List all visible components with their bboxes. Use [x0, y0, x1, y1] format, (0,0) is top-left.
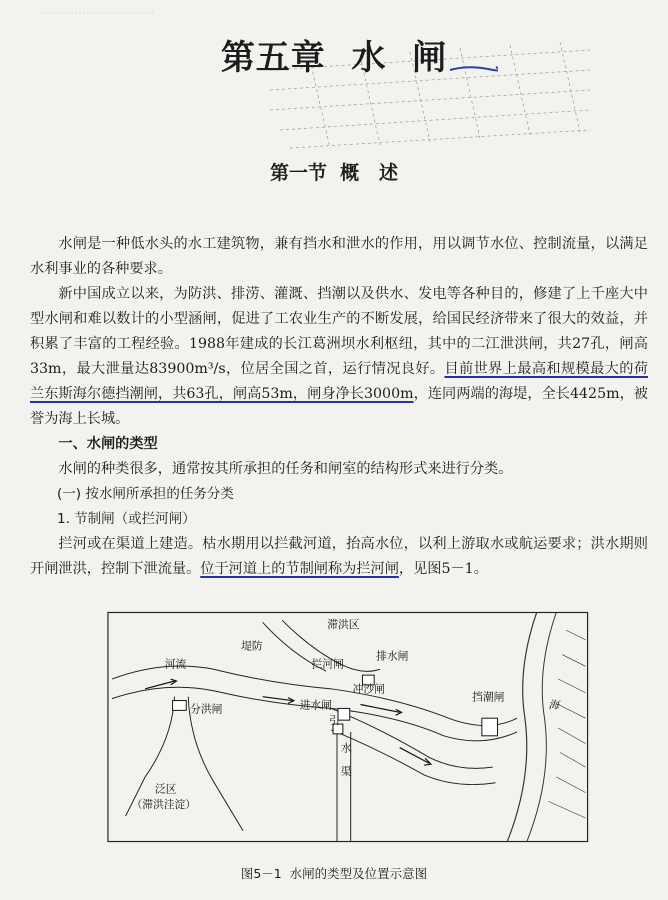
- figure-sluice-location-diagram: [106, 608, 660, 846]
- chapter-title: [0, 30, 668, 79]
- diversion-sluice-symbol: [173, 701, 187, 711]
- underlined-oosterschelde: 目前世界上最高和规模最大的荷兰东斯海尔德挡潮闸，共63孔，闸高53m，闸身净长3000m: [30, 361, 648, 402]
- label-tide-gate: 挡潮闸: [472, 690, 505, 704]
- label-canal-1: 引: [329, 714, 340, 728]
- pen-underline-mark: [448, 62, 498, 76]
- section-title-text: 第一节 概 述: [269, 162, 399, 184]
- heading-sluice-types: 一、水闸的类型: [58, 436, 158, 452]
- tide-gate-symbol: [482, 718, 498, 736]
- sea-area: [507, 612, 585, 841]
- figure-caption: [0, 864, 668, 882]
- flow-arrows: [145, 679, 431, 765]
- body-text: [30, 232, 648, 582]
- paragraph-history: [30, 282, 648, 432]
- section-title: [0, 158, 668, 185]
- label-canal-3: 渠: [340, 764, 352, 778]
- paragraph-regulating: [30, 532, 648, 582]
- label-intake-sluice: 进水闸: [299, 698, 333, 712]
- subheading-by-task: (一) 按水闸所承担的任务分类: [57, 486, 234, 502]
- paragraph-definition: 水闸是一种低水头的水工建筑物，兼有挡水和泄水的作用，用以调节水位、控制流量，以满足水利事业的各种要求。: [30, 236, 648, 277]
- label-barrage: 拦河闸: [311, 657, 344, 671]
- paragraph-regulating-text: 拦河或在渠道上建造。枯水期用以拦截河道，抬高水位，以利上游取水或航运要求；洪水期则开闸泄洪，控制下泄流量。: [30, 536, 648, 577]
- label-diversion-sluice: 分洪闸: [190, 702, 223, 716]
- label-drainage-sluice: 排水闸: [376, 649, 409, 663]
- paragraph-classification: 水闸的种类很多，通常按其所承担的任务和闸室的结构形式来进行分类。: [58, 461, 513, 477]
- paragraph-history-end: ，连同两端的海堤，全长4425m，被誉为海上长城。: [30, 386, 648, 427]
- label-flood-storage: 滞洪区: [327, 618, 360, 632]
- label-canal-2: 水: [340, 741, 352, 755]
- label-flood-area-1: 泛区: [154, 782, 177, 796]
- paragraph-history-text: 新中国成立以来，为防洪、排涝、灌溉、挡潮以及供水、发电等各种目的，修建了上千座大中型水闸和难以数计的小型涵闸，促进了工农业生产的不断发展，给国民经济带来了很大的效益，并积累了丰富的工程经验。1988年建成的长江葛洲坝水利枢纽，其中的二江泄洪闸，共27孔，闸高33m，最大泄量达83900m³/s，位居全国之首，运行情况良好。: [30, 286, 648, 377]
- label-river: 河流: [164, 657, 187, 671]
- label-flood-area-2: （滞洪洼淀）: [131, 798, 196, 812]
- subheading-regulating-sluice: 1. 节制闸（或拦河闸）: [57, 511, 196, 527]
- label-flushing-sluice: 冲沙闸: [352, 682, 385, 696]
- chapter-title-text: 第五章 水 闸: [220, 38, 448, 78]
- underlined-barrage-definition: 位于河道上的节制闸称为拦河闸: [200, 561, 399, 577]
- paragraph-regulating-end: ，见图5－1。: [398, 561, 488, 577]
- label-sea: 海: [548, 698, 560, 712]
- figure-caption-text: 图5－1 水闸的类型及位置示意图: [240, 866, 428, 881]
- bleed-through-text: ······························: [40, 6, 155, 20]
- label-dike: 堤防: [241, 639, 263, 653]
